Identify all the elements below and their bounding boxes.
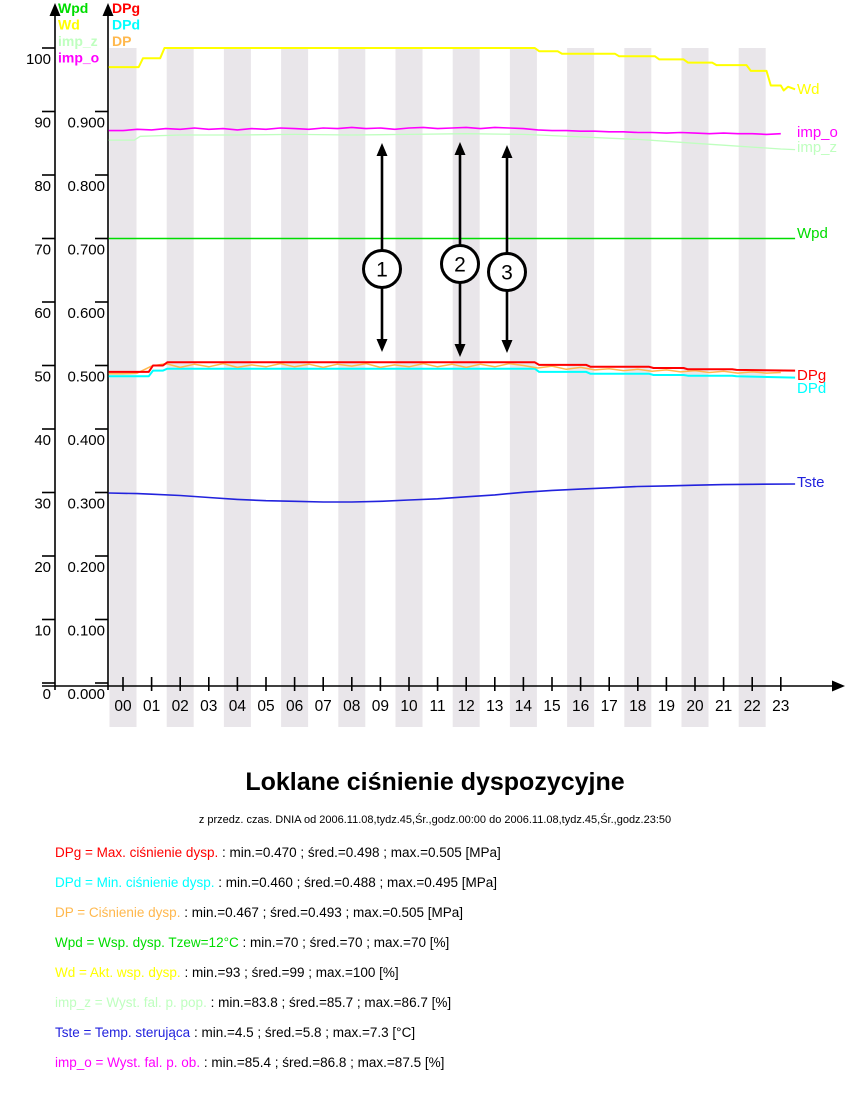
legend-row-dpd	[55, 868, 815, 898]
x-axis-arrow-icon	[832, 681, 845, 692]
legend-row-impo	[55, 1048, 815, 1078]
series-label-Tste: Tste	[797, 474, 825, 491]
hour-tick-label: 21	[714, 698, 733, 715]
percent-tick-label: 20	[34, 559, 51, 576]
percent-tick-label: 40	[34, 432, 51, 449]
series-legend	[55, 838, 815, 1078]
percent-tick-label: 50	[34, 368, 51, 386]
pressure-tick-label: 0.200	[67, 559, 105, 576]
hour-tick-label: 07	[314, 698, 332, 715]
hour-tick-label: 13	[486, 698, 504, 715]
legend-row-dp	[55, 898, 815, 928]
axis-legend-Wpd: Wpd	[58, 0, 89, 16]
legend-series-stats: : min.=83.8 ; śred.=85.7 ; max.=86.7 [%]	[206, 995, 452, 1010]
hour-tick-label: 04	[228, 698, 247, 715]
percent-tick-label: 30	[34, 495, 51, 513]
alt-hour-band	[110, 48, 137, 727]
legend-series-label: Wpd = Wsp. dysp. Tzew=12°C	[55, 935, 239, 950]
alt-hour-band	[281, 48, 308, 727]
hour-tick-label: 10	[400, 698, 418, 715]
pressure-tick-label: 0.700	[67, 241, 105, 259]
hour-tick-label: 20	[686, 698, 704, 715]
legend-row-wd	[55, 958, 815, 988]
annotation-number: 1	[376, 258, 388, 282]
legend-series-label: DPg = Max. ciśnienie dysp.	[55, 845, 219, 860]
pressure-tick-label: 0.800	[67, 178, 105, 195]
legend-series-label: DPd = Min. ciśnienie dysp.	[55, 875, 215, 890]
pressure-tick-label: 0.100	[67, 622, 105, 640]
percent-tick-label: 0	[42, 686, 51, 703]
series-label-imp_o: imp_o	[797, 124, 838, 141]
series-label-imp_z: imp_z	[797, 139, 838, 156]
hour-tick-label: 19	[657, 698, 676, 715]
series-label-Wd: Wd	[797, 81, 820, 98]
axis-legend-imp_z: imp_z	[58, 33, 98, 49]
legend-series-stats: : min.=93 ; śred.=99 ; max.=100 [%]	[180, 965, 399, 980]
percent-tick-label: 90	[34, 114, 51, 132]
annotation-number: 2	[454, 253, 466, 277]
legend-row-dpg	[55, 838, 815, 868]
series-label-DPd: DPd	[797, 380, 827, 397]
legend-row-wpd	[55, 928, 815, 958]
legend-series-label: Tste = Temp. sterująca	[55, 1025, 191, 1040]
series-label-DPg: DPg	[797, 367, 827, 384]
hour-tick-label: 23	[772, 698, 790, 715]
legend-series-label: Wd = Akt. wsp. dysp.	[55, 965, 181, 980]
legend-series-stats: : min.=85.4 ; śred.=86.8 ; max.=87.5 [%]	[200, 1055, 445, 1070]
percent-tick-label: 100	[25, 51, 51, 68]
percent-tick-label: 60	[34, 305, 51, 322]
axis-legend-DPd: DPd	[112, 16, 140, 33]
hour-tick-label: 03	[200, 698, 218, 715]
pressure-tick-label: 0.600	[67, 305, 105, 322]
hour-tick-label: 06	[285, 698, 304, 715]
legend-series-label: imp_z = Wyst. fal. p. pop.	[55, 995, 207, 1010]
pressure-tick-label: 0.400	[67, 432, 105, 449]
hour-tick-label: 00	[114, 698, 132, 715]
chart-subtitle: z przedz. czas. DNIA od 2006.11.08,tydz.45,Śr.,godz.00:00 do 2006.11.08,tydz.45,Śr.,godz.23:50	[198, 814, 672, 826]
legend-series-label: imp_o = Wyst. fal. p. ob.	[55, 1055, 201, 1070]
annotation-number: 3	[501, 261, 513, 285]
annotation-arrow-up-icon	[377, 143, 388, 156]
hour-tick-label: 15	[543, 698, 561, 715]
legend-series-label: DP = Ciśnienie dysp.	[55, 905, 181, 920]
pressure-tick-label: 0.500	[67, 368, 105, 386]
percent-tick-label: 70	[34, 241, 51, 259]
pressure-tick-label: 0.900	[67, 114, 105, 132]
hour-tick-label: 02	[171, 698, 189, 715]
alt-hour-band	[167, 48, 194, 727]
legend-series-stats: : min.=4.5 ; śred.=5.8 ; max.=7.3 [°C]	[190, 1025, 416, 1040]
alt-hour-band	[510, 48, 537, 727]
legend-series-stats: : min.=0.460 ; śred.=0.488 ; max.=0.495 [MPa]	[214, 875, 497, 890]
hour-tick-label: 08	[343, 698, 361, 715]
hour-tick-label: 09	[371, 698, 390, 715]
hour-tick-label: 18	[629, 698, 647, 715]
hour-tick-label: 05	[257, 698, 275, 715]
alt-hour-band	[624, 48, 651, 727]
axis-legend-DP: DP	[112, 33, 132, 49]
hour-tick-label: 16	[571, 698, 590, 715]
percent-tick-label: 80	[34, 178, 51, 195]
hour-tick-label: 11	[429, 698, 446, 715]
chart-title: Loklane ciśnienie dyspozycyjne	[245, 768, 625, 796]
series-label-Wpd: Wpd	[797, 225, 828, 242]
axis-legend-imp_o: imp_o	[58, 49, 100, 66]
alt-hour-band	[567, 48, 594, 727]
axis-legend-Wd: Wd	[58, 16, 80, 33]
hour-tick-label: 12	[457, 698, 475, 715]
hour-tick-label: 14	[514, 698, 533, 715]
alt-hour-band	[739, 48, 766, 727]
pressure-tick-label: 0.000	[67, 686, 105, 703]
legend-series-stats: : min.=0.470 ; śred.=0.498 ; max.=0.505 [MPa]	[218, 845, 501, 860]
legend-series-stats: : min.=70 ; śred.=70 ; max.=70 [%]	[238, 935, 450, 950]
pressure-tick-label: 0.300	[67, 495, 105, 513]
alt-hour-band	[396, 48, 423, 727]
legend-row-impz	[55, 988, 815, 1018]
hour-tick-label: 22	[743, 698, 761, 715]
hour-tick-label: 17	[600, 698, 618, 715]
axis-legend-DPg: DPg	[112, 0, 140, 16]
legend-series-stats: : min.=0.467 ; śred.=0.493 ; max.=0.505 [MPa]	[180, 905, 463, 920]
hour-tick-label: 01	[142, 698, 161, 715]
alt-hour-band	[224, 48, 251, 727]
annotation-arrow-down-icon	[377, 339, 388, 352]
alt-hour-band	[338, 48, 365, 727]
alt-hour-band	[682, 48, 709, 727]
legend-row-tste	[55, 1018, 815, 1048]
percent-tick-label: 10	[34, 622, 51, 640]
